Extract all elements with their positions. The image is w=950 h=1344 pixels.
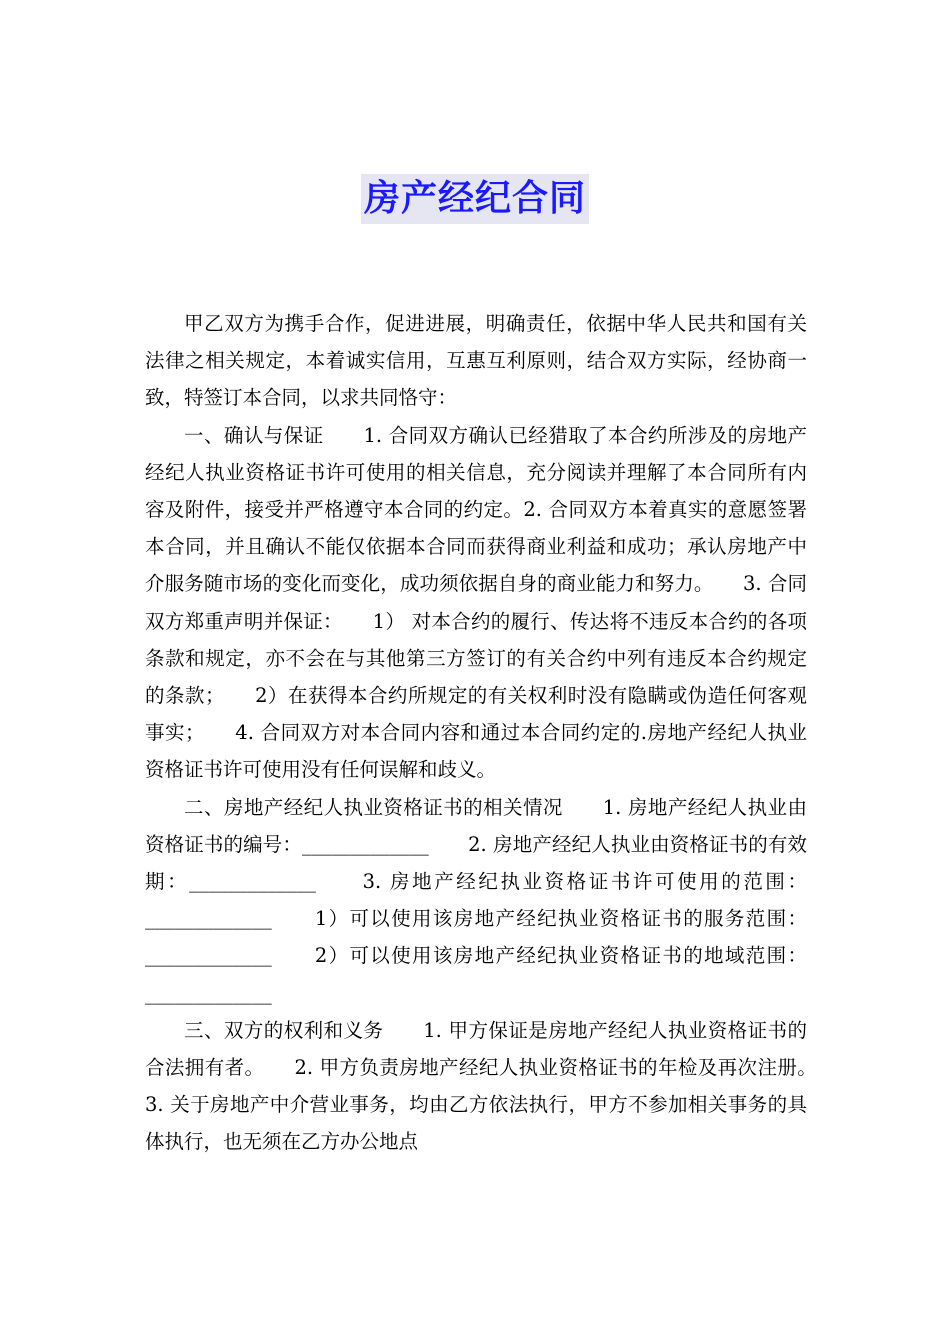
document-body <box>145 305 847 1161</box>
paragraph-preamble: 甲乙双方为携手合作，促进进展，明确责任，依据中华人民共和国有关法律之相关规定，本着诚实信用，互惠互利原则，结合双方实际，经协商一致，特签订本合同，以求共同恪守： <box>145 312 807 410</box>
paragraph-section-3: 三、双方的权利和义务 1. 甲方保证是房地产经纪人执业资格证书的合法拥有者。 2. 甲方负责房地产经纪人执业资格证书的年检及再次注册。 3. 关于房地产中介营业事务，均由乙方依法执行，甲方不参加相关事务的具体执行，也无须在乙方办公地点 <box>145 1018 847 1154</box>
title-container <box>0 174 950 224</box>
paragraph-section-1: 一、确认与保证 1. 合同双方确认已经猎取了本合约所涉及的房地产经纪人执业资格证书许可使用的相关信息，充分阅读并理解了本合同所有内容及附件，接受并严格遵守本合同的约定。2. 合同双方本着真实的意愿签署本合同，并且确认不能仅依据本合同而获得商业利益和成功；承认房地产中介服务随市场的变化而变化，成功须依据自身的商业能力和努力。 3. 合同双方郑重声明并保证： 1） 对本合约的履行、传达将不违反本合约的各项条款和规定，亦不会在与其他第三方签订的有关合约中列有违反本合约规定的条款； 2）在获得本合约所规定的有关权利时没有隐瞒或伪造任何客观事实； 4. 合同双方对本合同内容和通过本合同约定的.房地产经纪人执业资格证书许可使用没有任何误解和歧义。 <box>145 423 807 782</box>
document-title: 房产经纪合同 <box>361 174 589 224</box>
paragraph-section-2: 二、房地产经纪人执业资格证书的相关情况 1. 房地产经纪人执业由资格证书的编号：_____________ 2. 房地产经纪人执业由资格证书的有效期：_____________ 3. 房地产经纪执业资格证书许可使用的范围：_____________ 1）可以使用该房地产经纪执业资格证书的服务范围：_____________ 2）可以使用该房地产经纪执业资格证书的地域范围：_____________ <box>145 795 807 1005</box>
